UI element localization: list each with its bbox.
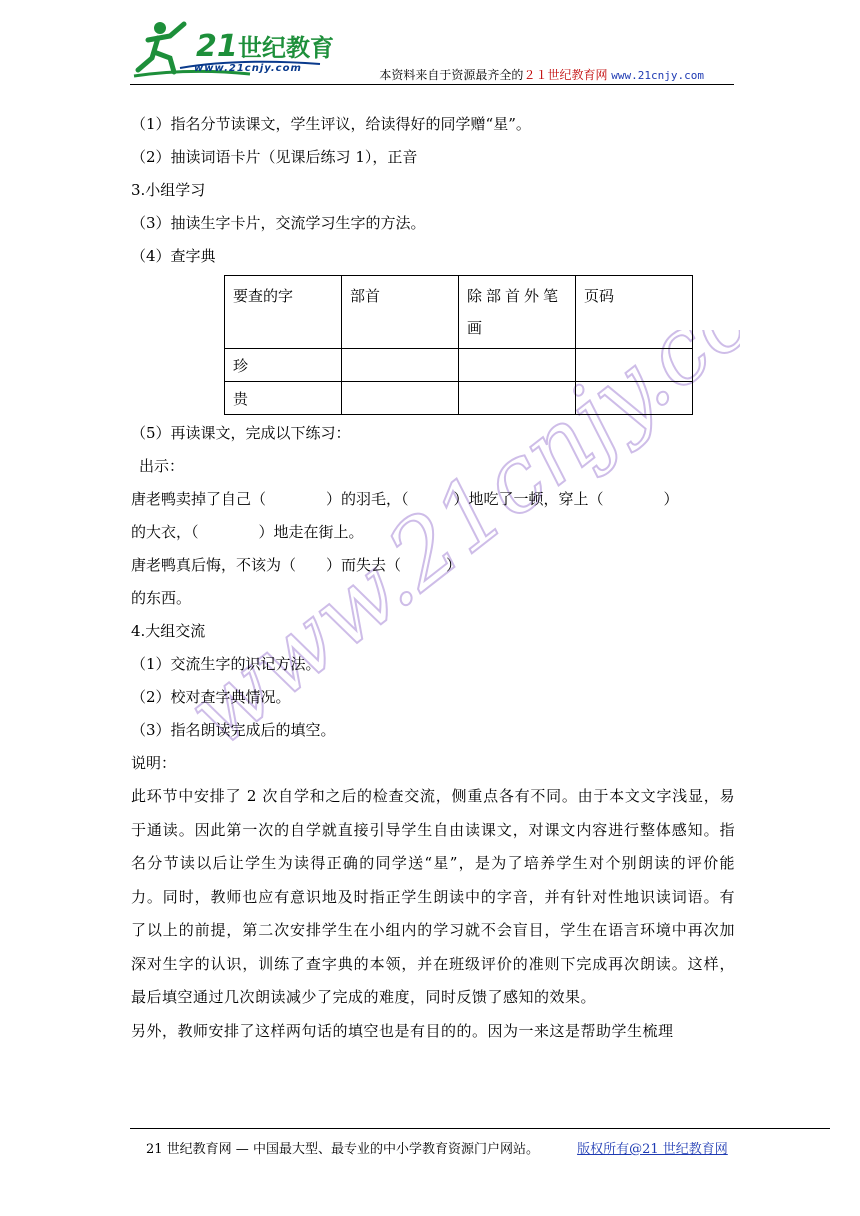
table-cell: 珍	[225, 349, 342, 382]
dictionary-table	[224, 275, 693, 415]
section-heading: 4.大组交流	[131, 622, 206, 640]
table-cell	[342, 349, 459, 382]
table-cell	[576, 382, 693, 415]
text-line: （5）再读课文，完成以下练习：	[131, 424, 351, 442]
svg-text:世纪教育: 世纪教育	[238, 34, 334, 62]
site-logo[interactable]	[130, 18, 370, 82]
document-body	[131, 108, 735, 1048]
header-note-prefix: 本资料来自于资源最齐全的	[379, 68, 524, 82]
text-line: 说明：	[131, 754, 177, 772]
table-cell	[459, 349, 576, 382]
logo-url: www.21cnjy.com	[194, 63, 302, 74]
header-divider	[130, 84, 734, 85]
table-header-cell: 页码	[576, 276, 693, 349]
table-header-cell: 部首	[342, 276, 459, 349]
page-footer	[146, 1138, 728, 1157]
footer-divider	[130, 1128, 830, 1129]
footer-text: 21 世纪教育网 — 中国最大型、最专业的中小学教育资源门户网站。	[146, 1142, 539, 1157]
watermark-text: www.21cnjy.com	[180, 330, 740, 768]
section-heading: 3.小组学习	[131, 181, 206, 199]
fill-blank-line: 唐老鸭卖掉了自己（ ）的羽毛，（ ）地吃了一顿，穿上（ ）	[131, 490, 679, 508]
text-line: 的东西。	[131, 589, 192, 607]
copyright-link[interactable]: 版权所有@21 世纪教育网	[577, 1142, 728, 1157]
table-cell	[576, 349, 693, 382]
table-header-row	[225, 276, 693, 349]
page-header	[130, 18, 734, 88]
header-note	[379, 66, 704, 83]
explanation-paragraph: 另外，教师安排了这样两句话的填空也是有目的的。因为一来这是帮助学生梳理	[131, 1021, 674, 1040]
table-header-cell: 要查的字	[225, 276, 342, 349]
text-line: （1）交流生字的识记方法。	[131, 655, 321, 673]
table-cell	[459, 382, 576, 415]
table-row	[225, 382, 693, 415]
table-cell	[342, 382, 459, 415]
svg-text:21: 21	[196, 29, 238, 64]
explanation-paragraph: 此环节中安排了 2 次自学和之后的检查交流，侧重点各有不同。由于本文文字浅显，易于通读。因此第一次的自学就直接引导学生自由读课文，对课文内容进行整体感知。指名分节读以后让学生为读得正确的同学送“星”，是为了培养学生对个别朗读的评价能力。同时，教师也应有意识地及时指正学生朗读中的字音，并有针对性地识读词语。有了以上的前提，第二次安排学生在小组内的学习就不会盲目，学生在语言环境中再次加深对生字的认识，训练了查字典的本领，并在班级评价的准则下完成再次朗读。这样，最后填空通过几次朗读减少了完成的难度，同时反馈了感知的效果。	[131, 787, 735, 1006]
header-note-url[interactable]: www.21cnjy.com	[611, 69, 704, 82]
fill-blank-line: 唐老鸭真后悔，不该为（ ）而失去（ ）	[131, 556, 462, 574]
table-header-cell: 除部首外笔画	[459, 276, 576, 349]
table-row	[225, 349, 693, 382]
fill-blank-line: 的大衣，（ ）地走在街上。	[131, 523, 364, 541]
table-cell: 贵	[225, 382, 342, 415]
header-note-highlight: ２１世纪教育网	[523, 68, 608, 82]
text-line: （3）抽读生字卡片，交流学习生字的方法。	[131, 214, 426, 232]
text-line: （3）指名朗读完成后的填空。	[131, 721, 336, 739]
text-line: （2）抽读词语卡片（见课后练习 1），正音	[131, 148, 418, 166]
text-line: （1）指名分节读课文，学生评议，给读得好的同学赠“星”。	[131, 115, 531, 133]
text-line: 出示：	[139, 457, 185, 475]
text-line: （4）查字典	[131, 247, 216, 265]
text-line: （2）校对查字典情况。	[131, 688, 291, 706]
